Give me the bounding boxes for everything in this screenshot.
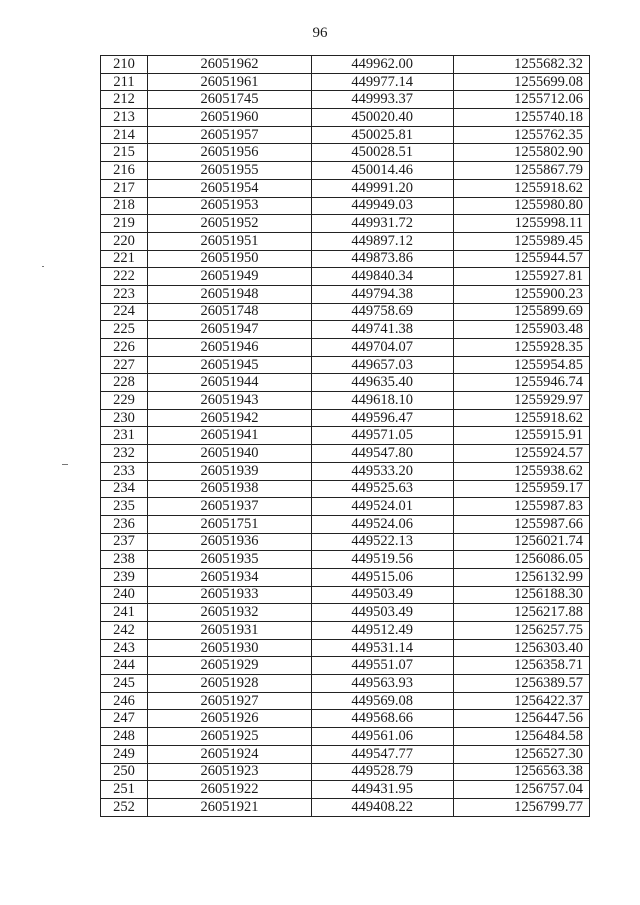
y-coordinate-cell: 1255903.48	[454, 321, 590, 339]
y-coordinate-cell: 1256021.74	[454, 533, 590, 551]
point-id-cell: 26051952	[148, 215, 312, 233]
page-number: 96	[312, 25, 328, 41]
x-coordinate-cell: 449525.63	[312, 480, 454, 498]
point-number-cell: 215	[101, 144, 148, 162]
x-coordinate-cell: 449962.00	[312, 56, 454, 74]
y-coordinate-cell: 1255762.35	[454, 126, 590, 144]
table-row	[101, 268, 590, 286]
point-id-cell: 26051939	[148, 462, 312, 480]
y-coordinate-cell: 1255915.91	[454, 427, 590, 445]
table-row	[101, 710, 590, 728]
x-coordinate-cell: 449618.10	[312, 392, 454, 410]
x-coordinate-cell: 449931.72	[312, 215, 454, 233]
point-number-cell: 223	[101, 285, 148, 303]
y-coordinate-cell: 1255802.90	[454, 144, 590, 162]
table-row	[101, 445, 590, 463]
point-number-cell: 228	[101, 374, 148, 392]
point-number-cell: 214	[101, 126, 148, 144]
y-coordinate-cell: 1255682.32	[454, 56, 590, 74]
point-number-cell: 239	[101, 568, 148, 586]
table-row	[101, 339, 590, 357]
point-id-cell: 26051946	[148, 339, 312, 357]
y-coordinate-cell: 1255980.80	[454, 197, 590, 215]
x-coordinate-cell: 449568.66	[312, 710, 454, 728]
y-coordinate-cell: 1255928.35	[454, 339, 590, 357]
point-id-cell: 26051751	[148, 515, 312, 533]
y-coordinate-cell: 1255918.62	[454, 179, 590, 197]
x-coordinate-cell: 449993.37	[312, 91, 454, 109]
table-row	[101, 781, 590, 799]
x-coordinate-cell: 449758.69	[312, 303, 454, 321]
point-number-cell: 231	[101, 427, 148, 445]
point-id-cell: 26051934	[148, 568, 312, 586]
point-number-cell: 252	[101, 798, 148, 816]
x-coordinate-cell: 449569.08	[312, 692, 454, 710]
point-number-cell: 243	[101, 639, 148, 657]
point-id-cell: 26051960	[148, 109, 312, 127]
point-number-cell: 225	[101, 321, 148, 339]
x-coordinate-cell: 449897.12	[312, 232, 454, 250]
table-row	[101, 657, 590, 675]
y-coordinate-cell: 1255867.79	[454, 162, 590, 180]
point-number-cell: 244	[101, 657, 148, 675]
point-id-cell: 26051748	[148, 303, 312, 321]
table-row	[101, 462, 590, 480]
x-coordinate-cell: 449522.13	[312, 533, 454, 551]
table-row	[101, 162, 590, 180]
table-row	[101, 179, 590, 197]
y-coordinate-cell: 1255924.57	[454, 445, 590, 463]
point-number-cell: 250	[101, 763, 148, 781]
table-row	[101, 109, 590, 127]
table-row	[101, 763, 590, 781]
point-id-cell: 26051953	[148, 197, 312, 215]
point-number-cell: 216	[101, 162, 148, 180]
point-number-cell: 219	[101, 215, 148, 233]
point-id-cell: 26051745	[148, 91, 312, 109]
x-coordinate-cell: 450020.40	[312, 109, 454, 127]
y-coordinate-cell: 1256086.05	[454, 551, 590, 569]
point-number-cell: 217	[101, 179, 148, 197]
point-number-cell: 229	[101, 392, 148, 410]
point-id-cell: 26051929	[148, 657, 312, 675]
table-row	[101, 498, 590, 516]
x-coordinate-cell: 449977.14	[312, 73, 454, 91]
x-coordinate-cell: 449551.07	[312, 657, 454, 675]
y-coordinate-cell: 1256132.99	[454, 568, 590, 586]
y-coordinate-cell: 1256799.77	[454, 798, 590, 816]
y-coordinate-cell: 1255946.74	[454, 374, 590, 392]
table-row	[101, 639, 590, 657]
y-coordinate-cell: 1256447.56	[454, 710, 590, 728]
y-coordinate-cell: 1255954.85	[454, 356, 590, 374]
point-id-cell: 26051937	[148, 498, 312, 516]
point-id-cell: 26051951	[148, 232, 312, 250]
point-id-cell: 26051962	[148, 56, 312, 74]
table-row	[101, 692, 590, 710]
point-number-cell: 246	[101, 692, 148, 710]
table-row	[101, 604, 590, 622]
x-coordinate-cell: 449431.95	[312, 781, 454, 799]
table-row	[101, 303, 590, 321]
y-coordinate-cell: 1256563.38	[454, 763, 590, 781]
table-row	[101, 250, 590, 268]
table-row	[101, 745, 590, 763]
x-coordinate-cell: 449515.06	[312, 568, 454, 586]
point-id-cell: 26051961	[148, 73, 312, 91]
y-coordinate-cell: 1255959.17	[454, 480, 590, 498]
table-row	[101, 356, 590, 374]
point-number-cell: 224	[101, 303, 148, 321]
point-id-cell: 26051924	[148, 745, 312, 763]
y-coordinate-cell: 1255989.45	[454, 232, 590, 250]
x-coordinate-cell: 449524.01	[312, 498, 454, 516]
point-id-cell: 26051954	[148, 179, 312, 197]
x-coordinate-cell: 449596.47	[312, 409, 454, 427]
point-id-cell: 26051930	[148, 639, 312, 657]
y-coordinate-cell: 1255929.97	[454, 392, 590, 410]
y-coordinate-cell: 1256389.57	[454, 675, 590, 693]
point-number-cell: 232	[101, 445, 148, 463]
point-id-cell: 26051949	[148, 268, 312, 286]
x-coordinate-cell: 449991.20	[312, 179, 454, 197]
point-id-cell: 26051940	[148, 445, 312, 463]
point-number-cell: 249	[101, 745, 148, 763]
x-coordinate-cell: 449635.40	[312, 374, 454, 392]
x-coordinate-cell: 449794.38	[312, 285, 454, 303]
x-coordinate-cell: 449519.56	[312, 551, 454, 569]
y-coordinate-cell: 1256303.40	[454, 639, 590, 657]
point-number-cell: 237	[101, 533, 148, 551]
point-id-cell: 26051942	[148, 409, 312, 427]
point-number-cell: 241	[101, 604, 148, 622]
point-number-cell: 230	[101, 409, 148, 427]
table-row	[101, 480, 590, 498]
x-coordinate-cell: 449512.49	[312, 622, 454, 640]
x-coordinate-cell: 449741.38	[312, 321, 454, 339]
x-coordinate-cell: 449563.93	[312, 675, 454, 693]
x-coordinate-cell: 449571.05	[312, 427, 454, 445]
x-coordinate-cell: 449408.22	[312, 798, 454, 816]
table-row	[101, 126, 590, 144]
point-number-cell: 213	[101, 109, 148, 127]
x-coordinate-cell: 449949.03	[312, 197, 454, 215]
x-coordinate-cell: 449533.20	[312, 462, 454, 480]
x-coordinate-cell: 449561.06	[312, 728, 454, 746]
table-row	[101, 675, 590, 693]
point-number-cell: 218	[101, 197, 148, 215]
point-number-cell: 251	[101, 781, 148, 799]
point-id-cell: 26051935	[148, 551, 312, 569]
x-coordinate-cell: 450028.51	[312, 144, 454, 162]
point-id-cell: 26051957	[148, 126, 312, 144]
x-coordinate-cell: 449873.86	[312, 250, 454, 268]
table-row	[101, 91, 590, 109]
y-coordinate-cell: 1256527.30	[454, 745, 590, 763]
point-number-cell: 210	[101, 56, 148, 74]
coordinates-table	[100, 55, 590, 817]
point-number-cell: 240	[101, 586, 148, 604]
point-number-cell: 238	[101, 551, 148, 569]
x-coordinate-cell: 449704.07	[312, 339, 454, 357]
point-id-cell: 26051926	[148, 710, 312, 728]
table-row	[101, 197, 590, 215]
table-row	[101, 215, 590, 233]
x-coordinate-cell: 449503.49	[312, 586, 454, 604]
point-number-cell: 245	[101, 675, 148, 693]
y-coordinate-cell: 1256188.30	[454, 586, 590, 604]
point-id-cell: 26051941	[148, 427, 312, 445]
y-coordinate-cell: 1255740.18	[454, 109, 590, 127]
x-coordinate-cell: 449503.49	[312, 604, 454, 622]
point-number-cell: 242	[101, 622, 148, 640]
point-id-cell: 26051947	[148, 321, 312, 339]
table-row	[101, 321, 590, 339]
point-number-cell: 212	[101, 91, 148, 109]
table-row	[101, 798, 590, 816]
table-row	[101, 427, 590, 445]
y-coordinate-cell: 1256422.37	[454, 692, 590, 710]
x-coordinate-cell: 449524.06	[312, 515, 454, 533]
y-coordinate-cell: 1255927.81	[454, 268, 590, 286]
point-id-cell: 26051936	[148, 533, 312, 551]
point-id-cell: 26051923	[148, 763, 312, 781]
y-coordinate-cell: 1256257.75	[454, 622, 590, 640]
y-coordinate-cell: 1255918.62	[454, 409, 590, 427]
y-coordinate-cell: 1255998.11	[454, 215, 590, 233]
point-id-cell: 26051927	[148, 692, 312, 710]
point-id-cell: 26051922	[148, 781, 312, 799]
table-row	[101, 533, 590, 551]
y-coordinate-cell: 1256358.71	[454, 657, 590, 675]
table-row	[101, 232, 590, 250]
point-number-cell: 233	[101, 462, 148, 480]
point-id-cell: 26051938	[148, 480, 312, 498]
point-id-cell: 26051928	[148, 675, 312, 693]
table-row	[101, 374, 590, 392]
point-id-cell: 26051950	[148, 250, 312, 268]
table-row	[101, 144, 590, 162]
y-coordinate-cell: 1255900.23	[454, 285, 590, 303]
point-id-cell: 26051956	[148, 144, 312, 162]
point-number-cell: 222	[101, 268, 148, 286]
x-coordinate-cell: 449547.77	[312, 745, 454, 763]
y-coordinate-cell: 1255938.62	[454, 462, 590, 480]
point-id-cell: 26051945	[148, 356, 312, 374]
point-id-cell: 26051921	[148, 798, 312, 816]
y-coordinate-cell: 1256484.58	[454, 728, 590, 746]
point-id-cell: 26051931	[148, 622, 312, 640]
point-id-cell: 26051943	[148, 392, 312, 410]
table-row	[101, 73, 590, 91]
point-number-cell: 226	[101, 339, 148, 357]
x-coordinate-cell: 449547.80	[312, 445, 454, 463]
point-number-cell: 227	[101, 356, 148, 374]
table-row	[101, 586, 590, 604]
y-coordinate-cell: 1255899.69	[454, 303, 590, 321]
coordinates-table-body	[101, 56, 590, 817]
table-row	[101, 409, 590, 427]
table-row	[101, 728, 590, 746]
table-row	[101, 568, 590, 586]
table-row	[101, 551, 590, 569]
y-coordinate-cell: 1256757.04	[454, 781, 590, 799]
y-coordinate-cell: 1255712.06	[454, 91, 590, 109]
y-coordinate-cell: 1255987.83	[454, 498, 590, 516]
x-coordinate-cell: 449531.14	[312, 639, 454, 657]
x-coordinate-cell: 450014.46	[312, 162, 454, 180]
point-id-cell: 26051932	[148, 604, 312, 622]
point-number-cell: 220	[101, 232, 148, 250]
y-coordinate-cell: 1255699.08	[454, 73, 590, 91]
point-number-cell: 248	[101, 728, 148, 746]
point-number-cell: 247	[101, 710, 148, 728]
point-id-cell: 26051955	[148, 162, 312, 180]
point-number-cell: 221	[101, 250, 148, 268]
table-row	[101, 392, 590, 410]
y-coordinate-cell: 1255987.66	[454, 515, 590, 533]
x-coordinate-cell: 449840.34	[312, 268, 454, 286]
point-id-cell: 26051944	[148, 374, 312, 392]
point-id-cell: 26051925	[148, 728, 312, 746]
table-row	[101, 515, 590, 533]
x-coordinate-cell: 449657.03	[312, 356, 454, 374]
table-row	[101, 56, 590, 74]
point-number-cell: 236	[101, 515, 148, 533]
point-id-cell: 26051948	[148, 285, 312, 303]
table-row	[101, 622, 590, 640]
point-number-cell: 211	[101, 73, 148, 91]
table-row	[101, 285, 590, 303]
x-coordinate-cell: 450025.81	[312, 126, 454, 144]
point-id-cell: 26051933	[148, 586, 312, 604]
x-coordinate-cell: 449528.79	[312, 763, 454, 781]
y-coordinate-cell: 1256217.88	[454, 604, 590, 622]
point-number-cell: 234	[101, 480, 148, 498]
y-coordinate-cell: 1255944.57	[454, 250, 590, 268]
point-number-cell: 235	[101, 498, 148, 516]
